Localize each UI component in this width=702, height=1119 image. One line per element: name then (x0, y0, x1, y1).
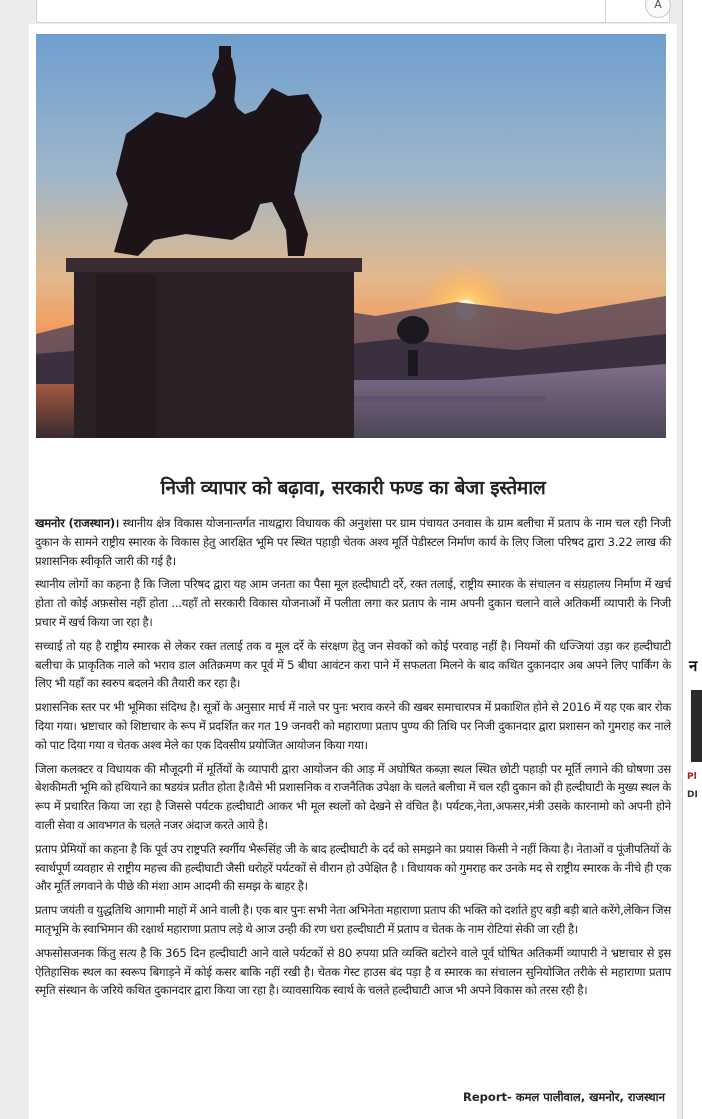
article-paragraph: स्थानीय लोगों का कहना है कि जिला परिषद द्वारा यह आम जनता का पैसा मूल हल्दीघाटी दर्रे, रक्त तलाई, राष्ट्रीय स्मारक के संचालन व संग्रहालय निर्माण में खर्च होता तो कोई अफ़सोस नहीं होता ...यहाँ तो सरकारी विकास योजनाओं में पलीता लगा कर प्रताप के नाम अपनी दुकान चलाने वाले अतिकर्मी व्यापारी के निजी प्रचार में खर्च किया जा रहा है। (35, 577, 671, 629)
statue-photo-icon (36, 34, 666, 438)
right-sidebar-peek (682, 0, 702, 1119)
article-paragraph: प्रताप जयंती व युद्धतिथि आगामी माहों में आने वाली है। एक बार पुनः सभी नेता अभिनेता महाराणा प्रताप की भक्ति को दर्शाते हुए बड़ी बड़ी बाते करेंगे,लेकिन जिस मातृभूमि के स्वाभिमान की रक्षार्थ महाराणा प्रताप लड़े थे आज उन्ही की रण धरा हल्दीघाटी में प्रताप व चेतक के नाम रोटियां सेकी जा रही है। (35, 903, 671, 936)
sidebar-peek-text-1[interactable]: Pl (687, 772, 697, 782)
toolbar-divider (605, 0, 606, 22)
article-paragraph: सच्चाई तो यह है राष्ट्रीय स्मारक से लेकर रक्त तलाई तक व मूल दर्रे के संरक्षण हेतु जन सेवकों को कोई परवाह नहीं है। नियमों की धज्जियां उड़ा कर हल्दीघाटी बलीचा के प्राकृतिक नाले को भराव डाल अतिक्रमण कर पूर्व में 5 बीघा आवंटन करा पाने में सफलता मिलने के बाद कथित दुकानदार अब अपने लिए पार्किंग के लिए भी यहाँ का स्वरुप बदलने की तैयारी कर रहा है। (35, 638, 671, 691)
paragraph-text: स्थानीय क्षेत्र विकास योजनान्तर्गत नाथद्वारा विधायक की अनुशंसा पर ग्राम पंचायत उनवास के ग्राम बलीचा में प्रताप के नाम चल रही निजी दुकान के सामने राष्ट्रीय स्मारक के विकास हेतु आरक्षित भूमि पर स्थित पहाड़ी चेतक अश्व मूर्ति पेडीस्टल निर्माण कार्य के लिए जिला परिषद द्वारा 3.22 लाख की प्रशासनिक स्वीकृति जारी की गई है। (35, 516, 671, 568)
sidebar-peek-text-2[interactable]: DI (687, 790, 698, 800)
article-paragraph (35, 514, 671, 570)
article-paragraph: प्रशासनिक स्तर पर भी भूमिका संदिग्ध है। सूत्रों के अनुसार मार्च में नाले पर पुनः भराव करने की खबर समाचारपत्र में प्रकाशित होने से 2016 में यह एक बार रोक दिया गया। भ्रष्टाचार को शिष्टाचार के रूप में प्रदर्शित कर गत 19 जनवरी को महाराणा प्रताप पुण्य की तिथि पर निजी दुकानदार द्वारा प्रशासन को गुमराह कर नाले को पाट दिया गया व चेतक अश्व मेले का एक दिवसीय प्रयोजित आयोजन किया गया। (35, 700, 671, 752)
font-size-button[interactable]: A (645, 0, 671, 18)
article-paragraph: अफसोसजनक किंतु सत्य है कि 365 दिन हल्दीघाटी आने वाले पर्यटकों से 80 रुपया प्रति व्यक्ति बटोरने वाले पूर्व घोषित अतिकर्मी व्यापारी ने भ्रष्टाचार से इस ऐतिहासिक स्थल का स्वरूप बिगाड़ने में कोई कसर बाकि नहीं रखी है। चेतक गेस्ट हाउस बंद पड़ा है व स्मारक का संचालन सुनियोजित तरीके से महाराणा प्रताप स्मृति संस्थान के जरिये कथित दुकानदार द्वारा किया जा रहा है। व्यावसायिक स्वार्थ के चलते हल्दीघाटी आज भी अपने विकास को तरस रही है। (35, 945, 671, 998)
dateline: खमनोर (राजस्थान)। (35, 516, 120, 530)
report-byline: Report- कमल पालीवाल, खमनोर, राजस्थान (463, 1090, 665, 1104)
article-headline: निजी व्यापार को बढ़ावा, सरकारी फण्ड का बेजा इस्तेमाल (160, 477, 546, 499)
sidebar-peek-thumbnail[interactable] (691, 690, 702, 762)
top-toolbar (36, 0, 670, 23)
article-card (29, 24, 677, 1119)
article-paragraph: प्रताप प्रेमियों का कहना है कि पूर्व उप राष्ट्रपति स्वर्गीय भैरूसिंह जी के बाद हल्दीघाटी के दर्द को समझने का प्रयास किसी ने नहीं किया है। नेताओं व पूंजीपतियों के स्वार्थपूर्ण व्यवहार से राष्ट्रीय महत्त्व की हल्दीघाटी जैसी धरोहरें पर्यटकों से वीरान हो उपेक्षित है । विधायक को गुमराह कर उनके मद से राष्ट्रीय स्मारक के नीचे ही एक और मूर्ति लगवाने के पीछे की मंशा आम आदमी की समझ के बाहर है। (35, 841, 671, 894)
sidebar-peek-title[interactable]: न (689, 657, 698, 675)
hero-photo (36, 34, 666, 438)
article-body (35, 514, 671, 1005)
article-paragraph: जिला कलक्टर व विधायक की मौजूदगी में मूर्तियों के व्यापारी द्वारा आयोजन की आड़ में अघोषित कब्ज़ा स्थल स्थित छोटी पहाड़ी पर मूर्ति लगाने की घोषणा उस बेशकीमती भूमि को हथियाने का षडयंत्र प्रतीत होता है।वैसे भी प्रशासनिक व राजनैतिक उपेक्षा के चलते बलीचा में चल रही दुकान को ही हल्दीघाटी के मुख्य स्थल के रूप में प्रचारित किया जा रहा है जिससे पर्यटक हल्दीघाटी आकर भी मूल स्थलों को देखने से वंचित है। पर्यटक,नेता,अफसर,मंत्री उसके कारनामो को अपनी होने वाली सेवा व आवभगत के चलते नजर अंदाज करते आये है। (35, 761, 671, 832)
